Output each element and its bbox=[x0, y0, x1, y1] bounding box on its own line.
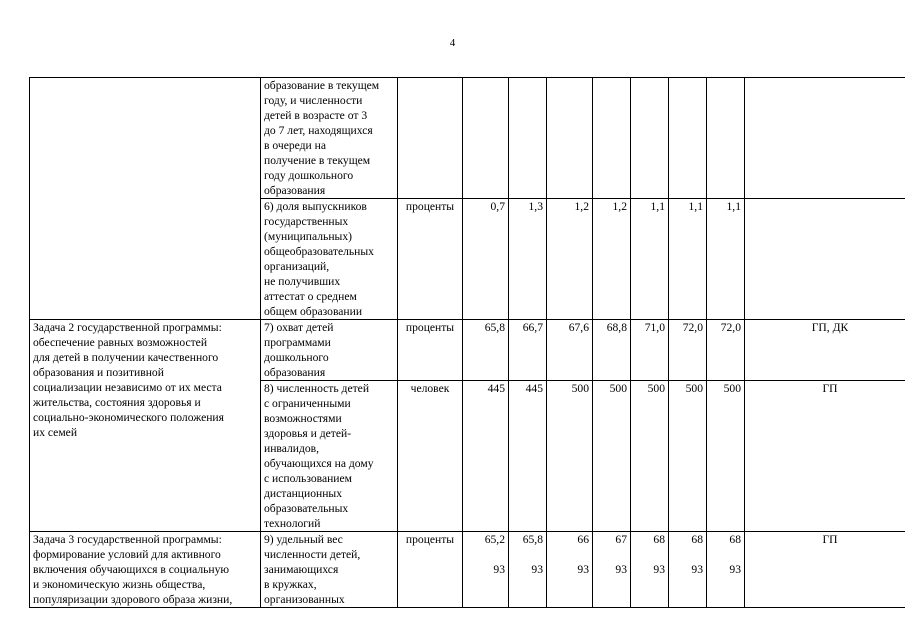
responsible-cell bbox=[745, 78, 905, 199]
value-top: 68 bbox=[691, 533, 703, 546]
value-cell: 1,1 bbox=[631, 199, 669, 320]
value-cell bbox=[593, 78, 631, 199]
value-cell bbox=[547, 78, 593, 199]
value-top: 66 bbox=[577, 533, 589, 546]
value-cell bbox=[669, 78, 707, 199]
value-bottom: 93 bbox=[577, 563, 589, 576]
responsible-cell: ГП bbox=[745, 381, 905, 532]
value-cell bbox=[509, 78, 547, 199]
page-number: 4 bbox=[449, 37, 456, 49]
indicators-table bbox=[29, 77, 905, 608]
value-cell: 1,3 bbox=[509, 199, 547, 320]
value-cell: 500 bbox=[547, 381, 593, 532]
value-cell: 445 bbox=[463, 381, 509, 532]
value-cell: 68,8 bbox=[593, 320, 631, 381]
value-cell: 72,0 bbox=[707, 320, 745, 381]
responsible-cell: ГП, ДК bbox=[745, 320, 905, 381]
task-cell: Задача 2 государственной программы: обеспечение равных возможностей для детей в получении качественного образования и позитивной социализации независимо от их места жительства, состояния здоровья и социально-экономического положения их семей bbox=[30, 320, 261, 532]
value-cell: 1,2 bbox=[593, 199, 631, 320]
value-cell: 1,1 bbox=[707, 199, 745, 320]
value-cell: 71,0 bbox=[631, 320, 669, 381]
table-row bbox=[30, 78, 905, 199]
value-bottom: 93 bbox=[615, 563, 627, 576]
value-top: 68 bbox=[653, 533, 665, 546]
unit-cell: проценты bbox=[398, 199, 463, 320]
value-top: 65,8 bbox=[522, 533, 543, 546]
unit-cell: проценты bbox=[398, 320, 463, 381]
value-bottom: 93 bbox=[729, 563, 741, 576]
task-cell bbox=[30, 78, 261, 320]
unit-cell: проценты bbox=[398, 532, 463, 608]
value-cell: 500 bbox=[593, 381, 631, 532]
indicator-cell: 9) удельный вес численности детей, занимающихся в кружках, организованных bbox=[261, 532, 398, 608]
value-top: 67 bbox=[615, 533, 627, 546]
value-bottom: 93 bbox=[653, 563, 665, 576]
value-cell bbox=[631, 78, 669, 199]
value-cell bbox=[509, 532, 547, 608]
value-cell: 1,2 bbox=[547, 199, 593, 320]
responsible-cell bbox=[745, 199, 905, 320]
indicator-cell: образование в текущем году, и численности детей в возрасте от 3 до 7 лет, находящихся в очереди на получение в текущем году дошкольного образования bbox=[261, 78, 398, 199]
value-cell bbox=[669, 532, 707, 608]
value-top: 65,2 bbox=[484, 533, 505, 546]
indicator-cell: 7) охват детей программами дошкольного образования bbox=[261, 320, 398, 381]
value-bottom: 93 bbox=[493, 563, 505, 576]
value-cell: 500 bbox=[707, 381, 745, 532]
value-cell bbox=[707, 78, 745, 199]
value-cell bbox=[593, 532, 631, 608]
value-cell: 0,7 bbox=[463, 199, 509, 320]
table-row bbox=[30, 320, 905, 381]
unit-cell: человек bbox=[398, 381, 463, 532]
task-cell: Задача 3 государственной программы: формирование условий для активного включения обучающихся в социальную и экономическую жизнь общества, популяризации здорового образа жизни, bbox=[30, 532, 261, 608]
value-bottom: 93 bbox=[531, 563, 543, 576]
value-cell: 1,1 bbox=[669, 199, 707, 320]
value-bottom: 93 bbox=[691, 563, 703, 576]
value-cell: 500 bbox=[631, 381, 669, 532]
responsible-cell: ГП bbox=[745, 532, 905, 608]
value-cell: 66,7 bbox=[509, 320, 547, 381]
unit-cell bbox=[398, 78, 463, 199]
value-cell: 65,8 bbox=[463, 320, 509, 381]
value-cell bbox=[707, 532, 745, 608]
indicator-cell: 6) доля выпускников государственных (муниципальных) общеобразовательных организаций, не получивших аттестат о среднем общем образовании bbox=[261, 199, 398, 320]
value-cell bbox=[631, 532, 669, 608]
value-cell: 445 bbox=[509, 381, 547, 532]
value-cell: 500 bbox=[669, 381, 707, 532]
value-cell bbox=[463, 78, 509, 199]
indicator-cell: 8) численность детей с ограниченными возможностями здоровья и детей- инвалидов, обучающихся на дому с использованием дистанционных образовательных технологий bbox=[261, 381, 398, 532]
value-cell bbox=[463, 532, 509, 608]
value-cell: 67,6 bbox=[547, 320, 593, 381]
table-row bbox=[30, 532, 905, 608]
value-cell: 72,0 bbox=[669, 320, 707, 381]
value-top: 68 bbox=[729, 533, 741, 546]
value-cell bbox=[547, 532, 593, 608]
